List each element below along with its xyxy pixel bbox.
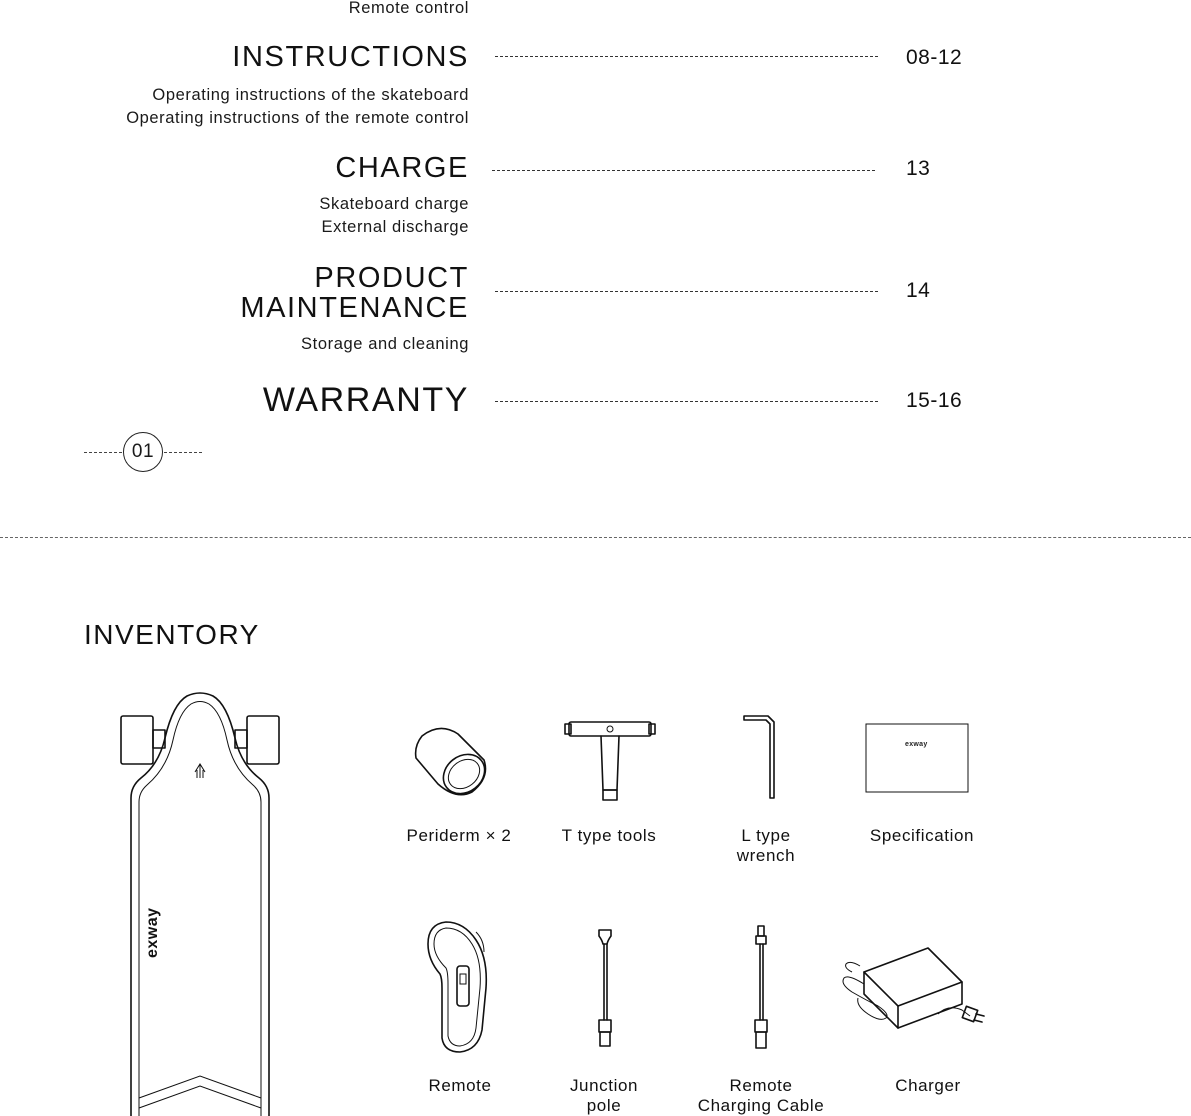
toc-heading-maintenance: MAINTENANCE	[240, 292, 469, 324]
toc-subtitle: Operating instructions of the remote control	[126, 109, 469, 127]
toc-subtitle-remote-control: Remote control	[348, 0, 469, 17]
page-marker-dash-left	[84, 452, 122, 453]
inventory-label: Specification	[869, 826, 975, 845]
periderm-icon	[412, 722, 492, 798]
toc-heading-product: PRODUCT	[314, 262, 469, 294]
specification-icon	[864, 722, 972, 796]
toc-page-warranty: 15-16	[906, 389, 963, 412]
page-number-marker	[84, 432, 204, 474]
toc-subtitle: Skateboard charge	[319, 195, 469, 213]
page-marker-dash-right	[164, 452, 202, 453]
toc-leader-warranty	[495, 401, 878, 402]
inventory-title: INVENTORY	[84, 619, 260, 650]
inventory-label: T type tools	[561, 826, 657, 845]
toc-subtitle: Operating instructions of the skateboard	[152, 86, 469, 104]
skateboard-icon	[115, 688, 285, 1116]
toc-page-maintenance: 14	[906, 279, 931, 302]
t-tool-icon	[565, 716, 655, 802]
board-logo: exway	[144, 907, 161, 958]
inventory-label: L type wrench	[736, 826, 796, 865]
remote-icon	[420, 918, 496, 1054]
inventory-label: Remote	[428, 1076, 492, 1095]
toc-heading-warranty: WARRANTY	[262, 381, 469, 419]
charging-cable-icon	[750, 922, 772, 1052]
toc-heading-instructions: INSTRUCTIONS	[232, 41, 469, 73]
inventory-label: Periderm × 2	[406, 826, 512, 845]
toc-leader-charge	[492, 170, 875, 171]
junction-pole-icon	[594, 926, 616, 1050]
toc-page-instructions: 08-12	[906, 46, 963, 69]
specification-logo: exway	[905, 741, 928, 748]
toc-subtitle: External discharge	[321, 218, 469, 236]
toc-leader-maintenance	[495, 291, 878, 292]
page-number: 01	[123, 432, 163, 472]
charger-icon	[838, 944, 988, 1034]
toc-heading-charge: CHARGE	[335, 152, 469, 184]
toc-subtitle: Storage and cleaning	[301, 335, 469, 353]
toc-leader-instructions	[495, 56, 878, 57]
toc-page-charge: 13	[906, 157, 931, 180]
inventory-label: Remote Charging Cable	[697, 1076, 825, 1115]
page-divider	[0, 537, 1191, 538]
inventory-label: Charger	[895, 1076, 961, 1095]
inventory-label: Junction pole	[569, 1076, 639, 1115]
l-wrench-icon	[740, 712, 780, 802]
